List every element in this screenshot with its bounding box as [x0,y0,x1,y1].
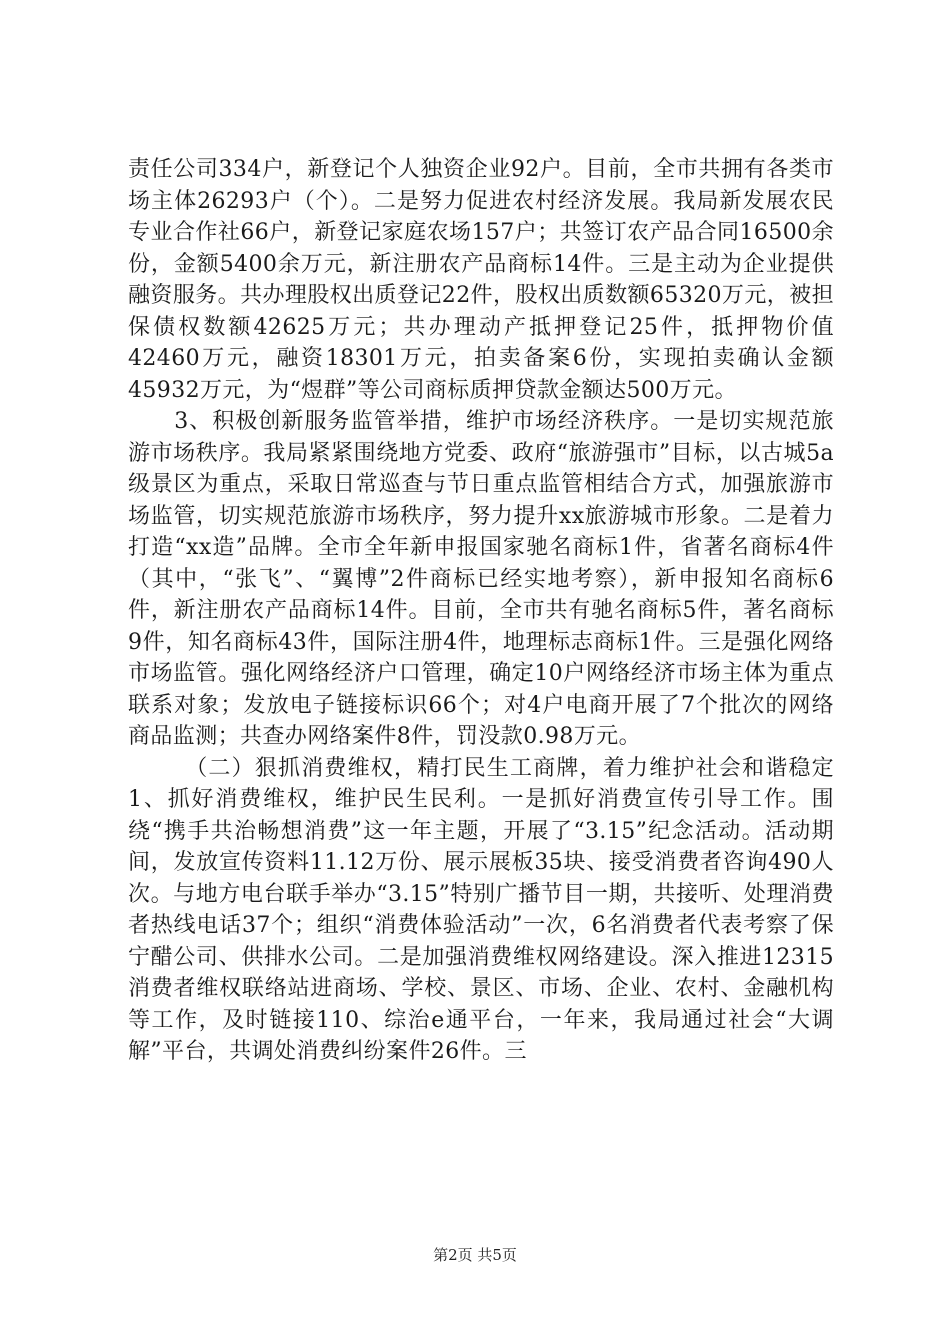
document-body [128,154,834,1068]
paragraph-financing-services: 责任公司334户，新登记个人独资企业92户。目前，全市共拥有各类市场主体26293户（个）。二是努力促进农村经济发展。我局新发展农民专业合作社66户，新登记家庭农场157户；共签订农产品合同16500余份，金额5400余万元，新注册农产品商标14件。三是主动为企业提供融资服务。共办理股权出质登记22件，股权出质数额65320万元，被担保债权数额42625万元；共办理动产抵押登记25件，抵押物价值42460万元，融资18301万元，拍卖备案6份，实现拍卖确认金额45932万元，为“煜群”等公司商标质押贷款金额达500万元。 [128,157,834,403]
paragraph-market-supervision: 3、积极创新服务监管举措，维护市场经济秩序。一是切实规范旅游市场秩序。我局紧紧围绕地方党委、政府“旅游强市”目标，以古城5a级景区为重点，采取日常巡查与节日重点监管相结合方式，加强旅游市场监管，切实规范旅游市场秩序，努力提升xx旅游城市形象。二是着力打造“xx造”品牌。全市全年新申报国家驰名商标1件，省著名商标4件（其中，“张飞”、“翼博”2件商标已经实地考察），新申报知名商标6件，新注册农产品商标14件。目前，全市共有驰名商标5件，著名商标9件，知名商标43件，国际注册4件，地理标志商标1件。三是强化网络市场监管。强化网络经济户口管理，确定10户网络经济市场主体为重点联系对象；发放电子链接标识66个；对4户电商开展了7个批次的网络商品监测；共查办网络案件8件，罚没款0.98万元。 [128,409,834,749]
page-number-footer: 第2页 共5页 [433,1246,517,1264]
paragraph-consumer-rights: （二）狠抓消费维权，精打民生工商牌，着力维护社会和谐稳定1、抓好消费维权，维护民生民利。一是抓好消费宣传引导工作。围绕“携手共治畅想消费”这一年主题，开展了“3.15”纪念活动。活动期间，发放宣传资料11.12万份、展示展板35块、接受消费者咨询490人次。与地方电台联手举办“3.15”特别广播节目一期，共接听、处理消费者热线电话37个；组织“消费体验活动”一次，6名消费者代表考察了保宁醋公司、供排水公司。二是加强消费维权网络建设。深入推进12315消费者维权联络站进商场、学校、景区、市场、企业、农村、金融机构等工作，及时链接110、综治e通平台，一年来，我局通过社会“大调解”平台，共调处消费纠纷案件26件。三 [128,755,834,1064]
